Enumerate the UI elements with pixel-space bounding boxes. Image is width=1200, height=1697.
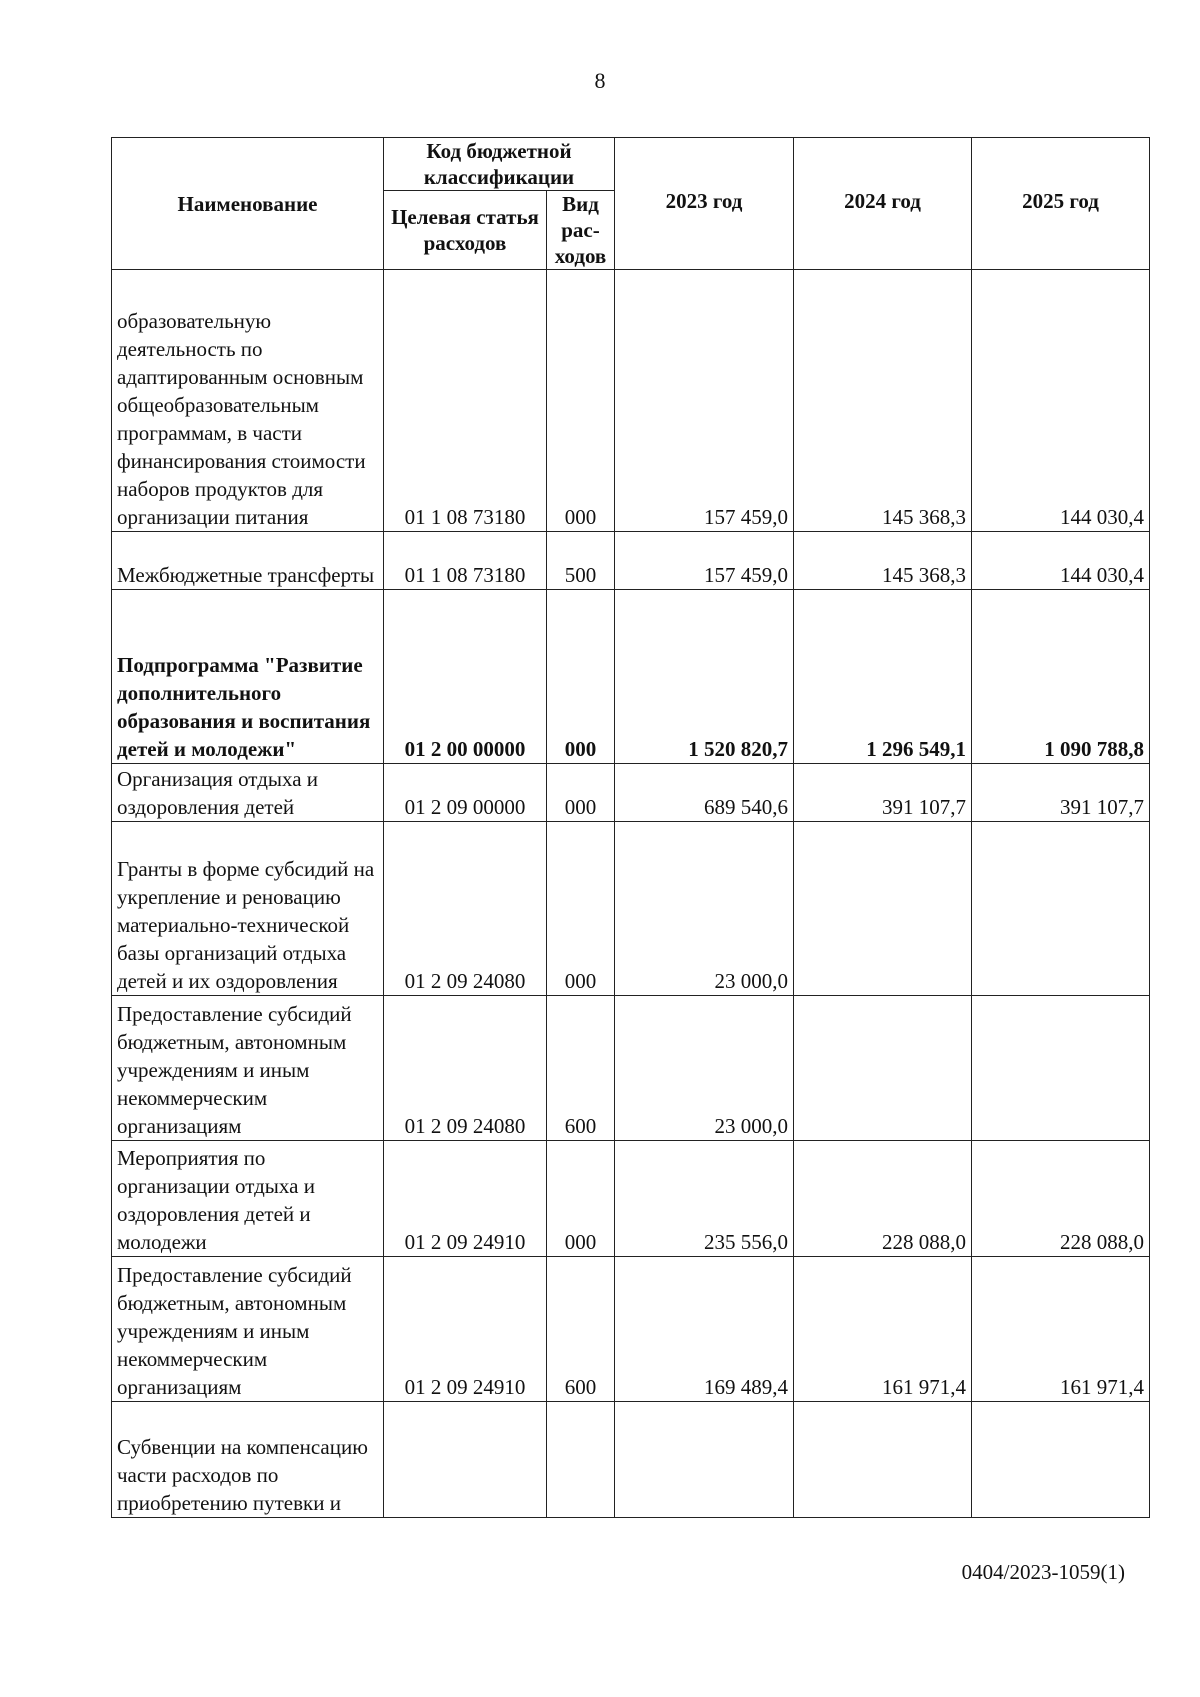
row-kind: 000: [547, 764, 615, 822]
row-name: Предоставление субсидий бюджетным, автономным учреждениям и иным некоммерческим организациям: [112, 996, 384, 1141]
row-2024: 228 088,0: [794, 1141, 972, 1257]
row-name: Организация отдыха и оздоровления детей: [112, 764, 384, 822]
row-code: 01 2 09 24910: [384, 1141, 547, 1257]
table-row: [112, 270, 1150, 532]
row-2024: 161 971,4: [794, 1257, 972, 1402]
row-2024: 145 368,3: [794, 532, 972, 590]
header-2025: 2025 год: [972, 138, 1150, 270]
row-2025: 391 107,7: [972, 764, 1150, 822]
page-number: 8: [594, 68, 606, 93]
row-2023: 157 459,0: [615, 270, 794, 532]
table-row: [112, 1257, 1150, 1402]
table-row: [112, 764, 1150, 822]
document-code: 0404/2023-1059(1): [961, 1560, 1125, 1584]
row-kind: 600: [547, 996, 615, 1141]
row-kind: 000: [547, 1141, 615, 1257]
table-row: [112, 996, 1150, 1141]
header-code-group: Код бюджетной классификации: [384, 138, 615, 191]
budget-table-body: [112, 270, 1150, 1518]
table-row: [112, 1402, 1150, 1518]
row-2023: 157 459,0: [615, 532, 794, 590]
row-kind: 500: [547, 532, 615, 590]
row-2025: [972, 822, 1150, 996]
row-code: 01 1 08 73180: [384, 532, 547, 590]
row-2025: [972, 1402, 1150, 1518]
row-2023: 23 000,0: [615, 996, 794, 1141]
row-kind: 600: [547, 1257, 615, 1402]
row-code: 01 2 09 24910: [384, 1257, 547, 1402]
row-2025: 144 030,4: [972, 270, 1150, 532]
row-2025: 1 090 788,8: [972, 590, 1150, 764]
row-2024: 145 368,3: [794, 270, 972, 532]
row-kind: 000: [547, 270, 615, 532]
table-row: [112, 822, 1150, 996]
header-name: Наименование: [112, 138, 384, 270]
row-2023: 23 000,0: [615, 822, 794, 996]
row-code: 01 2 09 24080: [384, 996, 547, 1141]
row-2023: 169 489,4: [615, 1257, 794, 1402]
row-2025: 144 030,4: [972, 532, 1150, 590]
budget-table: [111, 137, 1150, 1518]
table-row: [112, 532, 1150, 590]
row-code: 01 2 09 24080: [384, 822, 547, 996]
row-name: Мероприятия по организации отдыха и оздоровления детей и молодежи: [112, 1141, 384, 1257]
row-2024: 391 107,7: [794, 764, 972, 822]
row-code: 01 2 00 00000: [384, 590, 547, 764]
row-2023: [615, 1402, 794, 1518]
row-name: Межбюджетные трансферты: [112, 532, 384, 590]
row-2023: 1 520 820,7: [615, 590, 794, 764]
row-2024: [794, 996, 972, 1141]
row-2024: 1 296 549,1: [794, 590, 972, 764]
row-name: Предоставление субсидий бюджетным, автономным учреждениям и иным некоммерческим организациям: [112, 1257, 384, 1402]
row-kind: 000: [547, 822, 615, 996]
row-name: Субвенции на компенсацию части расходов по приобретению путевки и: [112, 1402, 384, 1518]
row-code: 01 1 08 73180: [384, 270, 547, 532]
row-name: Гранты в форме субсидий на укрепление и реновацию материально-технической базы организаций отдыха детей и их оздоровления: [112, 822, 384, 996]
row-2023: 235 556,0: [615, 1141, 794, 1257]
header-expense-kind: Вид рас-ходов: [547, 191, 615, 270]
row-code: 01 2 09 00000: [384, 764, 547, 822]
row-kind: 000: [547, 590, 615, 764]
header-target-article: Целевая статья расходов: [384, 191, 547, 270]
header-2023: 2023 год: [615, 138, 794, 270]
row-2025: [972, 996, 1150, 1141]
row-2025: 228 088,0: [972, 1141, 1150, 1257]
row-2024: [794, 822, 972, 996]
row-kind: [547, 1402, 615, 1518]
row-name: образовательную деятельность по адаптированным основным общеобразовательным программам, в части финансирования стоимости наборов продуктов для организации питания: [112, 270, 384, 532]
table-row: [112, 1141, 1150, 1257]
header-2024: 2024 год: [794, 138, 972, 270]
row-2023: 689 540,6: [615, 764, 794, 822]
row-2025: 161 971,4: [972, 1257, 1150, 1402]
table-row: [112, 590, 1150, 764]
row-code: [384, 1402, 547, 1518]
row-2024: [794, 1402, 972, 1518]
row-name: Подпрограмма "Развитие дополнительного образования и воспитания детей и молодежи": [112, 590, 384, 764]
